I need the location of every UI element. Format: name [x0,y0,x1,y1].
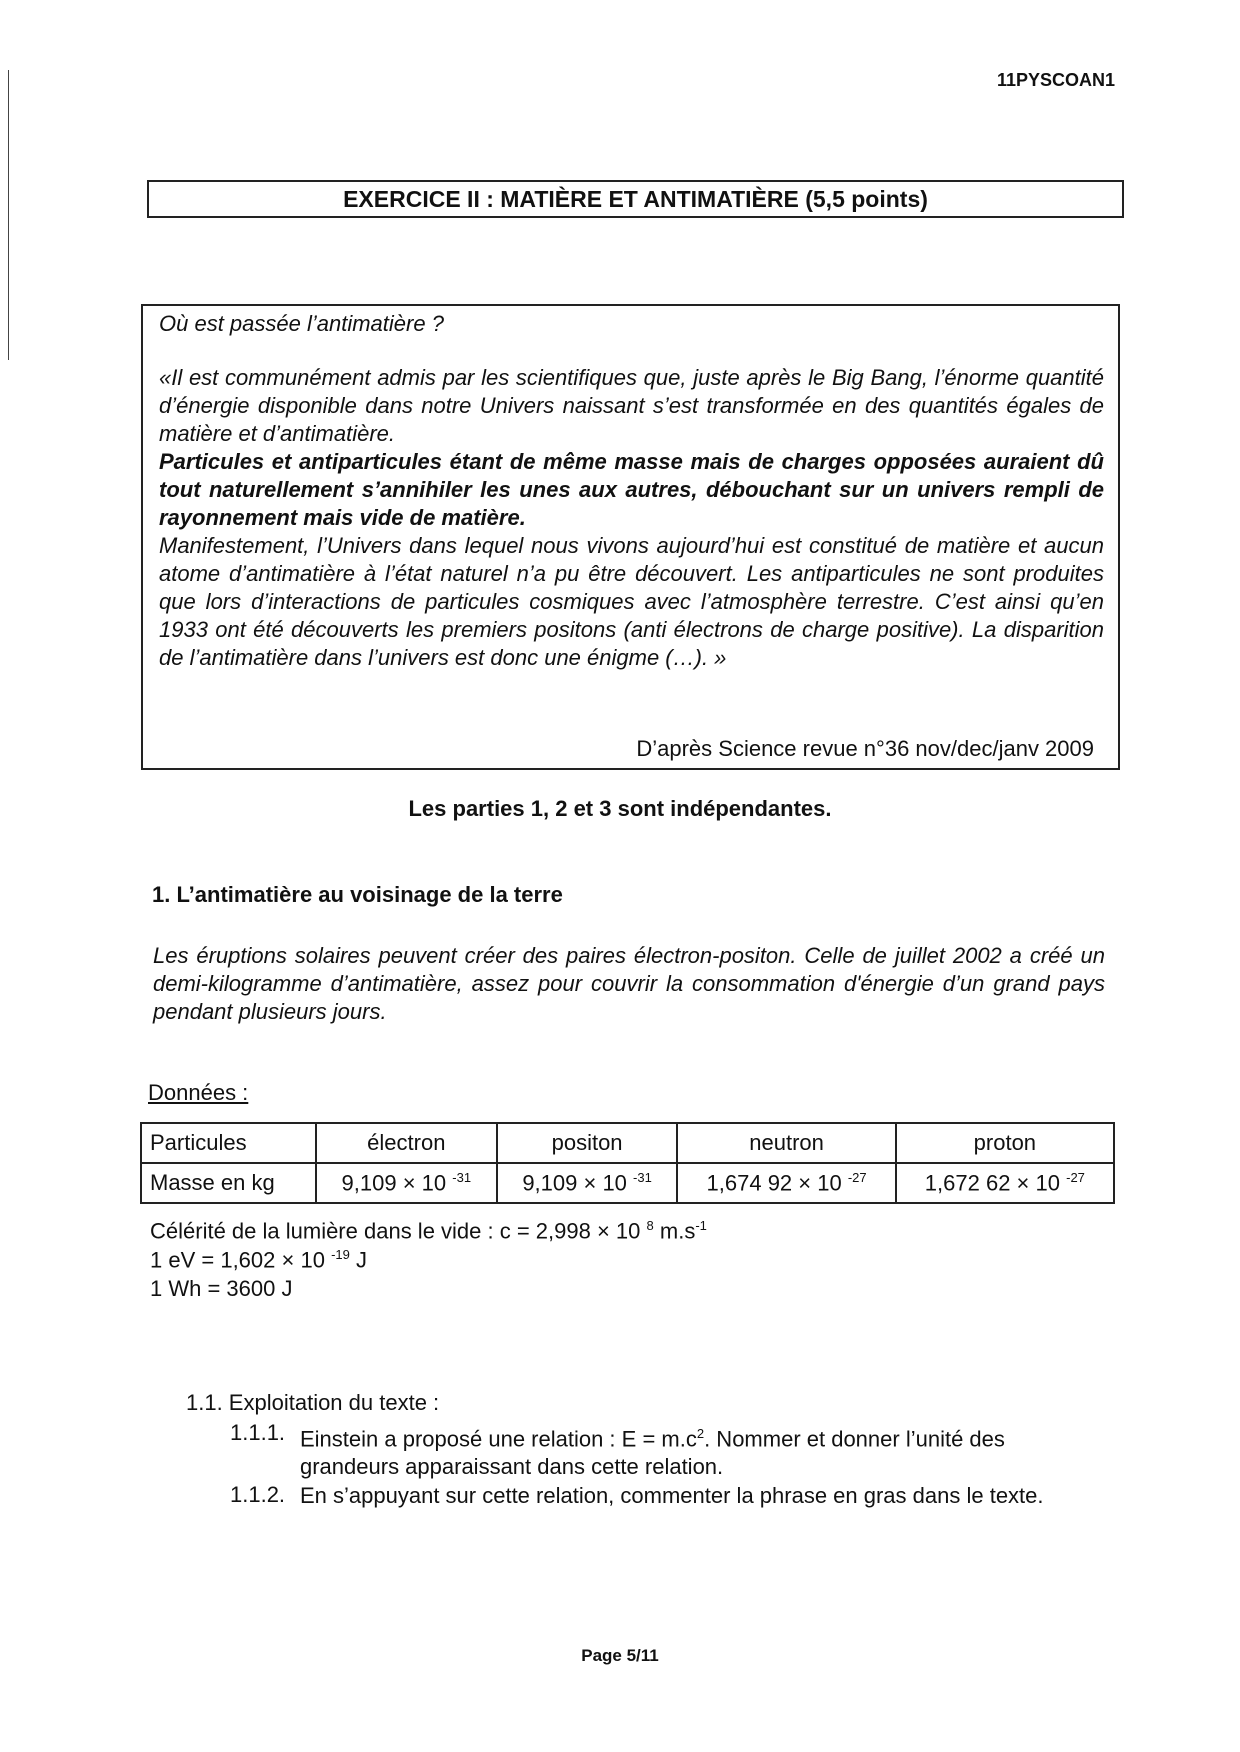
question-1-1-2: En s’appuyant sur cette relation, commenter la phrase en gras dans le texte. [300,1483,1044,1508]
table-header: proton [896,1123,1114,1163]
unit: J [349,1247,367,1273]
exponent: -19 [331,1247,350,1262]
wh-line: 1 Wh = 3600 J [150,1276,293,1301]
mass-exponent: -31 [452,1169,472,1185]
mass-exponent: -27 [847,1169,867,1185]
question-1-1: 1.1. Exploitation du texte : [186,1390,440,1415]
table-header: neutron [677,1123,895,1163]
mass-mantissa: 9,109 × 10 [522,1170,627,1196]
quote-bold-sentence: Particules et antiparticules étant de même masse mais de charges opposées auraient dû tout naturellement s’annihiler les unes aux autres, débouchant sur un univers rempli de rayonnement mais vide de matière. [159,449,1104,530]
question-1-1-1 [300,1420,1100,1481]
unit: m.s [653,1218,696,1244]
exercise-title: EXERCICE II : MATIÈRE ET ANTIMATIÈRE (5,5 points) [147,180,1124,218]
table-row [141,1163,1114,1203]
quote-box [141,304,1120,770]
parts-note: Les parties 1, 2 et 3 sont indépendantes. [408,796,832,821]
table-header: électron [316,1123,497,1163]
section-1-title: 1. L’antimatière au voisinage de la terre [152,882,563,907]
exponent: -1 [695,1218,707,1233]
quote-paragraph-3: Manifestement, l’Univers dans lequel nous vivons aujourd’hui est constitué de matière et aucun atome d’antimatière à l’état naturel n’a pu être découvert. Les antiparticules ne sont produites que lors d’interactions de particules cosmiques avec l’atmosphère terrestre. C’est ainsi qu’en 1933 ont été découverts les premiers positons (anti électrons de charge positive). La disparition de l’antimatière dans l’univers est donc une énigme (…). » [159,533,1104,670]
table-header: Particules [141,1123,316,1163]
mass-cell [316,1163,497,1203]
table-header: positon [497,1123,678,1163]
ev-text: 1 eV = 1,602 × 10 [150,1247,325,1273]
mass-mantissa: 1,672 62 × 10 [924,1170,1060,1196]
mass-cell [677,1163,895,1203]
mass-table [140,1122,1115,1204]
ev-line [150,1247,367,1273]
section-1-paragraph: Les éruptions solaires peuvent créer des paires électron-positon. Celle de juillet 2002 a créé un demi-kilogramme d’antimatière, assez pour couvrir la consommation d'énergie d’un grand pays pendant plusieurs jours. [153,943,1105,1024]
mass-cell [896,1163,1114,1203]
donnees-label: Données : [148,1080,249,1105]
document-code: 11PYSCOAN1 [996,70,1115,90]
scan-margin-line [8,70,9,360]
table-header-row [141,1123,1114,1163]
exponent: 2 [696,1426,705,1441]
mass-mantissa: 1,674 92 × 10 [706,1170,842,1196]
exponent: 8 [646,1218,654,1233]
light-speed-line [150,1218,707,1244]
mass-exponent: -31 [633,1169,652,1185]
question-text: . Nommer et donner l’unité des grandeurs apparaissant dans cette relation. [300,1426,1005,1480]
row-label: Masse en kg [141,1163,316,1203]
quote-source: D’après Science revue n°36 nov/dec/janv 2009 [636,736,1094,761]
question-1-1-1-number: 1.1.1. [230,1420,286,1445]
mass-cell [497,1163,678,1203]
question-text: Einstein a proposé une relation : E = m.c [300,1426,697,1452]
light-speed-text: Célérité de la lumière dans le vide : c = 2,998 × 10 [150,1218,641,1244]
mass-exponent: -27 [1066,1169,1085,1185]
question-1-1-2-number: 1.1.2. [230,1482,286,1507]
quote-paragraph-1: «Il est communément admis par les scientifiques que, juste après le Big Bang, l’énorme quantité d’énergie disponible dans notre Univers naissant s’est transformée en des quantités égales de matière et d’antimatière. [159,365,1104,446]
page-number: Page 5/11 [581,1646,659,1665]
mass-mantissa: 9,109 × 10 [341,1170,447,1196]
quote-title: Où est passée l’antimatière ? [159,311,444,336]
